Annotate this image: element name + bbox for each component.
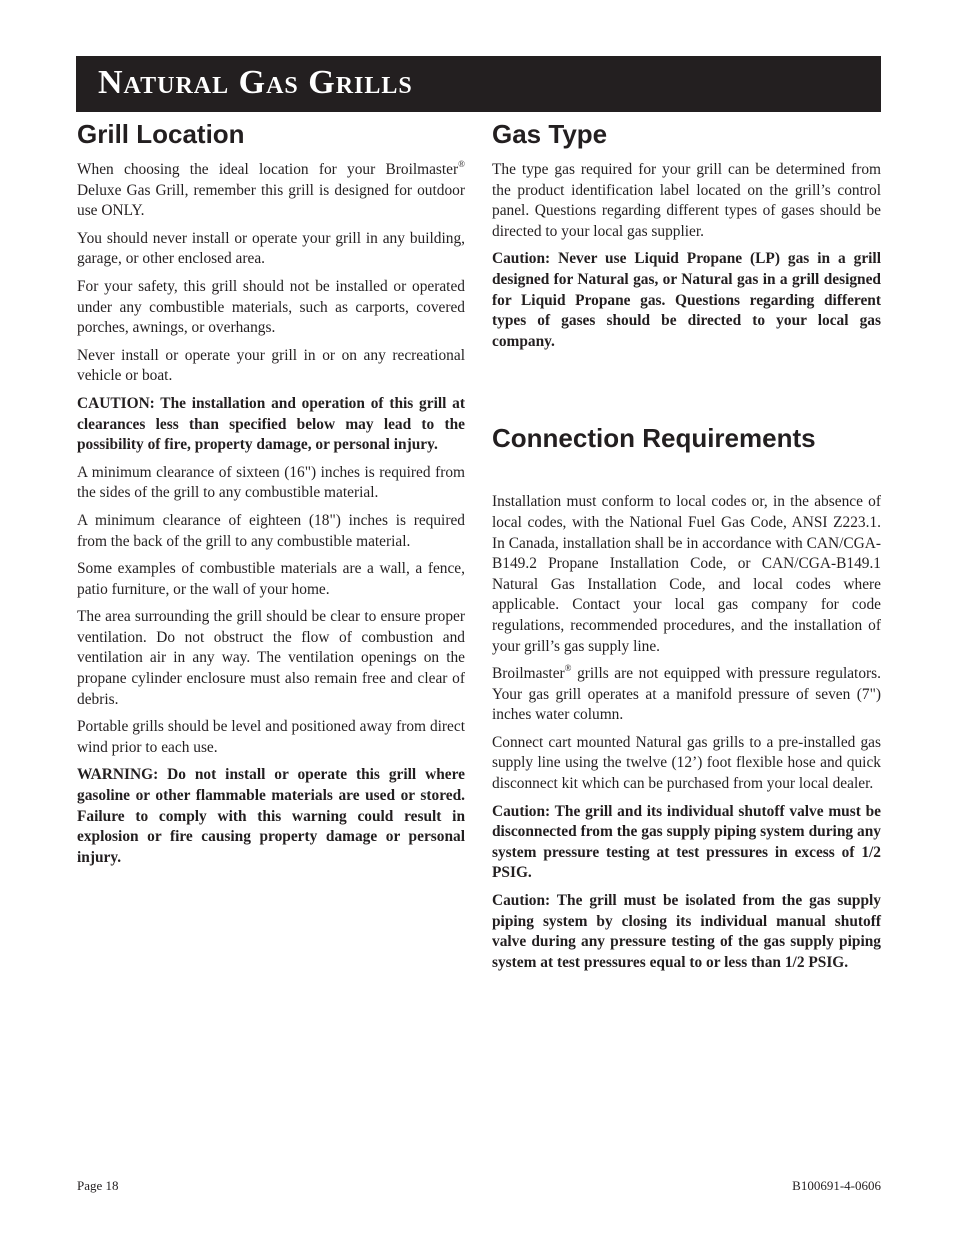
ventilation-paragraph: The area surrounding the grill should be clear to ensure proper ventilation. Do not obstruct the flow of combustion and ventilation air in any way. The ventilation openings on the propane cylinder enclosure must also remain free and clear of debris. <box>77 608 465 708</box>
registered-mark: ® <box>458 158 465 169</box>
pressure-paragraph: Broilmaster® grills are not equipped with pressure regulators. Your gas grill operates at a manifold pressure of seven (7") inches water column. <box>492 662 881 724</box>
clearance-caution: CAUTION: The installation and operation of this grill at clearances less than specified below may lead to the possibility of fire, property damage, or personal injury. <box>77 394 465 454</box>
right-column <box>492 114 881 980</box>
location-paragraph-1: When choosing the ideal location for your Broilmaster® Deluxe Gas Grill, remember this grill is designed for outdoor use ONLY. <box>77 158 465 220</box>
section-spacer <box>492 359 881 418</box>
isolation-caution: Caution: The grill must be isolated from the gas supply piping system by closing its individual manual shutoff valve during any pressure testing of the gas supply piping system at test pressures equal to or less than 1/2 PSIG. <box>492 892 881 971</box>
portable-grills-paragraph: Portable grills should be level and positioned away from direct wind prior to each use. <box>77 718 465 756</box>
section-banner <box>76 56 881 112</box>
registered-mark: ® <box>564 662 572 673</box>
location-paragraph-2: You should never install or operate your grill in any building, garage, or other enclosed area. <box>77 229 465 268</box>
hose-kit-paragraph: Connect cart mounted Natural gas grills to a pre-installed gas supply line using the twelve (12’) foot flexible hose and quick disconnect kit which can be purchased from your local dealer. <box>492 733 881 793</box>
left-column <box>77 114 465 875</box>
gas-type-paragraph: The type gas required for your grill can be determined from the product identification label located on the grill’s control panel. Questions regarding different types of gases should be directed to your local gas supplier. <box>492 161 881 240</box>
location-paragraph-3: For your safety, this grill should not be installed or operated under any combustible materials, such as carports, covered porches, awnings, or overhangs. <box>77 277 465 337</box>
page-title: Natural Gas Grills <box>98 64 413 101</box>
combustible-examples-paragraph: Some examples of combustible materials are a wall, a fence, patio furniture, or the wall of your home. <box>77 560 465 598</box>
flammable-warning: WARNING: Do not install or operate this grill where gasoline or other flammable materials are used or stored. Failure to comply with this warning could result in explosion or fire causing property damage or personal injury. <box>77 766 465 866</box>
disconnect-caution: Caution: The grill and its individual shutoff valve must be disconnected from the gas supply piping system during any system pressure testing at test pressures in excess of 1/2 PSIG. <box>492 802 881 882</box>
document-id: B100691-4-0606 <box>792 1178 881 1193</box>
connection-requirements-heading: Connection Requirements <box>492 423 816 454</box>
side-clearance-paragraph: A minimum clearance of sixteen (16") inches is required from the sides of the grill to any combustible material. <box>77 463 465 502</box>
page-number: Page 18 <box>77 1178 119 1193</box>
grill-location-heading: Grill Location <box>77 119 245 149</box>
location-paragraph-4: Never install or operate your grill in or on any recreational vehicle or boat. <box>77 346 465 385</box>
codes-paragraph: Installation must conform to local codes or, in the absence of local codes, with the National Fuel Gas Code, ANSI Z223.1. In Canada, installation shall be in accordance with CAN/CGA-B149.2 Propane Installation Code, or CAN/CGA-B149.1 Natural Gas Installation Code, and local codes where applicable. Contact your local gas company for code regulations, recommended procedures, and the installation of your grill’s gas supply line. <box>492 493 881 655</box>
gas-type-heading: Gas Type <box>492 119 608 149</box>
back-clearance-paragraph: A minimum clearance of eighteen (18") inches is required from the back of the grill to any combustible material. <box>77 511 465 550</box>
gas-type-caution: Caution: Never use Liquid Propane (LP) gas in a grill designed for Natural gas, or Natural gas in a grill designed for Liquid Propane gas. Questions regarding different types of gases should be directed to your local gas company. <box>492 250 881 350</box>
